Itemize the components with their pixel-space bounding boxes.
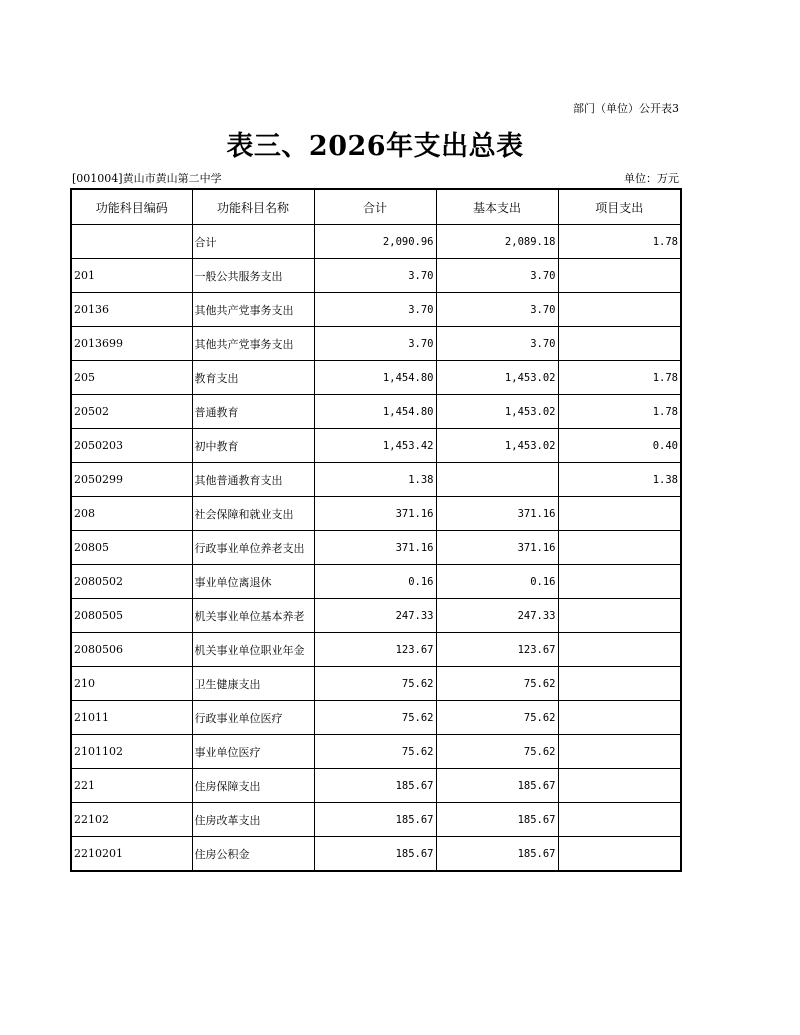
form-id: 部门（单位）公开表3 xyxy=(573,102,679,115)
cell-basic: 1,453.02 xyxy=(436,429,558,463)
cell-basic: 75.62 xyxy=(436,735,558,769)
cell-code: 2080502 xyxy=(71,565,192,599)
cell-name: 事业单位离退休 xyxy=(192,565,314,599)
cell-total: 185.67 xyxy=(314,837,436,872)
cell-project: 1.78 xyxy=(558,395,681,429)
table-row xyxy=(71,327,681,361)
cell-code: 2210201 xyxy=(71,837,192,872)
cell-project xyxy=(558,259,681,293)
table-row xyxy=(71,497,681,531)
cell-code xyxy=(71,225,192,259)
cell-code: 22102 xyxy=(71,803,192,837)
organization-name: [001004]黄山市黄山第二中学 xyxy=(72,172,222,185)
cell-project: 1.78 xyxy=(558,361,681,395)
cell-basic: 75.62 xyxy=(436,701,558,735)
cell-code: 2013699 xyxy=(71,327,192,361)
cell-total: 1,454.80 xyxy=(314,361,436,395)
table-row xyxy=(71,633,681,667)
cell-total: 123.67 xyxy=(314,633,436,667)
cell-name: 事业单位医疗 xyxy=(192,735,314,769)
cell-name: 住房公积金 xyxy=(192,837,314,872)
table-row xyxy=(71,803,681,837)
cell-name: 机关事业单位职业年金 xyxy=(192,633,314,667)
cell-code: 2050203 xyxy=(71,429,192,463)
table-row xyxy=(71,565,681,599)
cell-name: 行政事业单位医疗 xyxy=(192,701,314,735)
table-row xyxy=(71,293,681,327)
cell-basic: 185.67 xyxy=(436,803,558,837)
cell-project xyxy=(558,293,681,327)
cell-basic: 3.70 xyxy=(436,259,558,293)
cell-total: 2,090.96 xyxy=(314,225,436,259)
cell-name: 卫生健康支出 xyxy=(192,667,314,701)
cell-basic: 1,453.02 xyxy=(436,361,558,395)
cell-name: 初中教育 xyxy=(192,429,314,463)
cell-code: 205 xyxy=(71,361,192,395)
cell-project xyxy=(558,531,681,565)
cell-code: 2080505 xyxy=(71,599,192,633)
table-row xyxy=(71,531,681,565)
table-row xyxy=(71,701,681,735)
col-header-total: 合计 xyxy=(314,189,436,225)
col-header-name: 功能科目名称 xyxy=(192,189,314,225)
col-header-project: 项目支出 xyxy=(558,189,681,225)
cell-total: 185.67 xyxy=(314,769,436,803)
table-body xyxy=(71,225,681,872)
cell-basic: 371.16 xyxy=(436,531,558,565)
cell-project xyxy=(558,667,681,701)
cell-total: 75.62 xyxy=(314,667,436,701)
cell-total: 1,454.80 xyxy=(314,395,436,429)
cell-name: 社会保障和就业支出 xyxy=(192,497,314,531)
cell-code: 2080506 xyxy=(71,633,192,667)
cell-project: 1.38 xyxy=(558,463,681,497)
cell-basic xyxy=(436,463,558,497)
cell-basic: 185.67 xyxy=(436,837,558,872)
cell-basic: 1,453.02 xyxy=(436,395,558,429)
col-header-basic: 基本支出 xyxy=(436,189,558,225)
table-row xyxy=(71,769,681,803)
table-row xyxy=(71,735,681,769)
cell-project xyxy=(558,633,681,667)
cell-total: 371.16 xyxy=(314,497,436,531)
cell-name: 住房保障支出 xyxy=(192,769,314,803)
cell-name: 普通教育 xyxy=(192,395,314,429)
cell-total: 3.70 xyxy=(314,259,436,293)
table-row xyxy=(71,395,681,429)
cell-name: 合计 xyxy=(192,225,314,259)
cell-total: 371.16 xyxy=(314,531,436,565)
cell-name: 住房改革支出 xyxy=(192,803,314,837)
cell-basic: 185.67 xyxy=(436,769,558,803)
cell-code: 21011 xyxy=(71,701,192,735)
table-row xyxy=(71,463,681,497)
cell-code: 2050299 xyxy=(71,463,192,497)
cell-name: 其他共产党事务支出 xyxy=(192,293,314,327)
cell-name: 其他普通教育支出 xyxy=(192,463,314,497)
cell-basic: 75.62 xyxy=(436,667,558,701)
cell-basic: 2,089.18 xyxy=(436,225,558,259)
cell-total: 185.67 xyxy=(314,803,436,837)
table-row xyxy=(71,837,681,872)
cell-code: 221 xyxy=(71,769,192,803)
cell-total: 75.62 xyxy=(314,735,436,769)
cell-project xyxy=(558,803,681,837)
table-row xyxy=(71,429,681,463)
cell-code: 208 xyxy=(71,497,192,531)
cell-project xyxy=(558,769,681,803)
cell-project xyxy=(558,735,681,769)
cell-code: 20136 xyxy=(71,293,192,327)
cell-project xyxy=(558,497,681,531)
cell-project xyxy=(558,837,681,872)
cell-total: 3.70 xyxy=(314,327,436,361)
cell-total: 1.38 xyxy=(314,463,436,497)
cell-code: 201 xyxy=(71,259,192,293)
table-row xyxy=(71,667,681,701)
cell-basic: 0.16 xyxy=(436,565,558,599)
cell-total: 247.33 xyxy=(314,599,436,633)
expenditure-table xyxy=(70,188,682,872)
cell-project xyxy=(558,599,681,633)
cell-project xyxy=(558,701,681,735)
cell-basic: 247.33 xyxy=(436,599,558,633)
table-row xyxy=(71,599,681,633)
table-row xyxy=(71,225,681,259)
cell-name: 其他共产党事务支出 xyxy=(192,327,314,361)
cell-project xyxy=(558,327,681,361)
cell-total: 1,453.42 xyxy=(314,429,436,463)
cell-code: 20805 xyxy=(71,531,192,565)
table-row xyxy=(71,259,681,293)
cell-basic: 3.70 xyxy=(436,327,558,361)
cell-total: 0.16 xyxy=(314,565,436,599)
cell-name: 教育支出 xyxy=(192,361,314,395)
cell-project xyxy=(558,565,681,599)
cell-project: 1.78 xyxy=(558,225,681,259)
cell-code: 20502 xyxy=(71,395,192,429)
cell-name: 机关事业单位基本养老 xyxy=(192,599,314,633)
page-title: 表三、2026年支出总表 xyxy=(226,131,524,162)
cell-name: 行政事业单位养老支出 xyxy=(192,531,314,565)
cell-basic: 3.70 xyxy=(436,293,558,327)
table-row xyxy=(71,361,681,395)
cell-total: 3.70 xyxy=(314,293,436,327)
table-header-row xyxy=(71,189,681,225)
cell-project: 0.40 xyxy=(558,429,681,463)
cell-code: 210 xyxy=(71,667,192,701)
cell-name: 一般公共服务支出 xyxy=(192,259,314,293)
cell-basic: 123.67 xyxy=(436,633,558,667)
col-header-code: 功能科目编码 xyxy=(71,189,192,225)
cell-total: 75.62 xyxy=(314,701,436,735)
cell-code: 2101102 xyxy=(71,735,192,769)
unit-label: 单位：万元 xyxy=(624,172,679,185)
cell-basic: 371.16 xyxy=(436,497,558,531)
